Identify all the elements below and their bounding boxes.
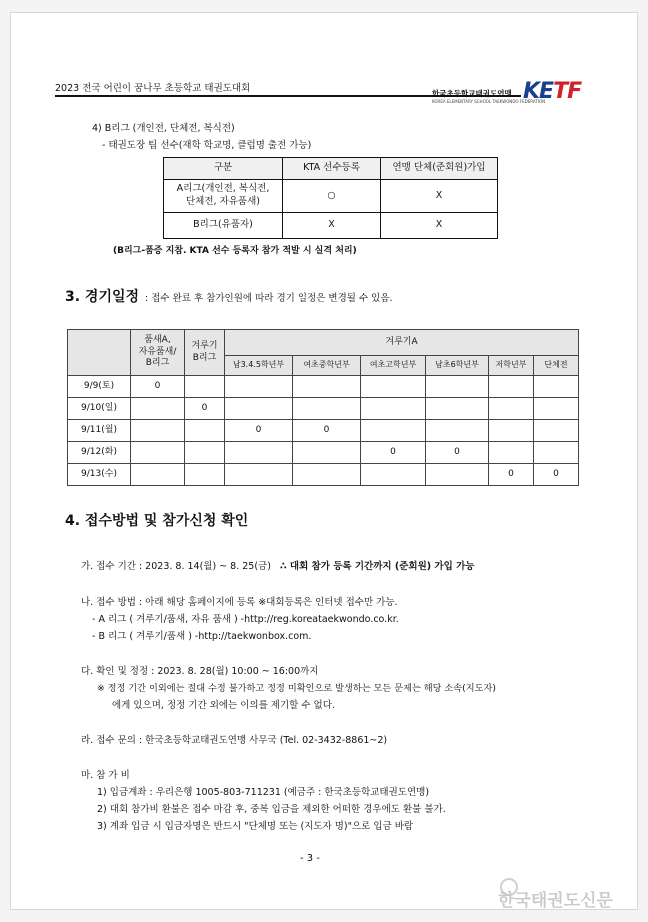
schedule-cell [361,376,426,398]
registration-method: 나. 접수 방법 : 아래 해당 홈페이지에 등록 ※대회등록은 인터넷 접수만 가능. [81,597,398,608]
table-row [68,442,579,464]
table-header: 연맹 단체(준회원)가입 [381,158,498,180]
schedule-cell [131,398,185,420]
table-cell: ○ [283,180,381,213]
schedule-cell [131,464,185,486]
schedule-cell [489,442,534,464]
header-title: 2023 전국 어린이 꿈나무 초등학교 태권도대회 [55,83,251,94]
table-cell: X [381,180,498,213]
confirm-note-2: 에게 있으며, 정정 기간 외에는 이의를 제기할 수 없다. [112,700,335,711]
schedule-heading: 3. 경기일정 [65,289,140,305]
schedule-cell [489,398,534,420]
schedule-cell: 0 [293,420,361,442]
schedule-cell [534,442,579,464]
table-subheader: 남초6학년부 [426,356,489,376]
table-cell: B리그(유품자) [164,213,283,239]
table-row [68,376,579,398]
schedule-cell [534,376,579,398]
page-number: - 3 - [300,853,320,864]
watermark: 한국태권도신문 [498,891,613,911]
schedule-cell [534,420,579,442]
schedule-cell: 0 [225,420,293,442]
schedule-cell [293,398,361,420]
schedule-subtitle: : 접수 완료 후 참가인원에 따라 경기 일정은 변경될 수 있음. [145,293,393,304]
schedule-cell [361,420,426,442]
registration-period-note: ∴ 대회 참가 등록 기간까지 (준회원) 가입 가능 [279,561,475,572]
schedule-cell [534,398,579,420]
schedule-cell [426,464,489,486]
schedule-cell [426,398,489,420]
schedule-cell [293,464,361,486]
schedule-cell [225,464,293,486]
schedule-date: 9/9(토) [68,376,131,398]
schedule-cell [293,376,361,398]
table-cell: X [283,213,381,239]
schedule-date: 9/13(수) [68,464,131,486]
schedule-cell [185,376,225,398]
table-cell: A리그(개인전, 복식전, 단체전, 자유품새) [164,180,283,213]
b-league-note: (B리그-품증 지참. KTA 선수 등록자 참가 적발 시 실격 처리) [113,246,357,256]
schedule-cell [225,398,293,420]
schedule-cell [489,420,534,442]
schedule-cell [131,442,185,464]
schedule-cell: 0 [534,464,579,486]
table-header: KTA 선수등록 [283,158,381,180]
registration-period-text: 가. 접수 기간 : 2023. 8. 14(월) ~ 8. 25(금) [81,561,271,572]
confirm-note-1: ※ 정정 기간 이외에는 절대 수정 불가하고 정정 미확인으로 발생하는 모든 문제는 해당 소속(지도자) [97,683,496,694]
b-league-line2: - 태권도장 팀 선수(재학 학교명, 클럽명 출전 가능) [102,140,312,151]
schedule-cell [361,398,426,420]
fee-item-1: 1) 입금계좌 : 우리은행 1005-803-711231 (예금주 : 한국초등학교태권도연맹) [97,787,430,798]
fee-item-2: 2) 대회 참가비 환불은 접수 마감 후, 중복 입금을 제외한 어떠한 경우에도 환불 불가. [97,804,446,815]
schedule-date: 9/12(화) [68,442,131,464]
schedule-cell: 0 [131,376,185,398]
registration-method-a: - A 리그 ( 겨루기/품새, 자유 품새 ) -http://reg.koreataekwondo.co.kr. [92,614,399,625]
header-org-english: KOREA ELEMENTARY SCHOOL TAEKWONDO FEDERATION [432,99,546,104]
schedule-date: 9/11(월) [68,420,131,442]
schedule-cell: 0 [426,442,489,464]
table-subheader: 여초고학년부 [361,356,426,376]
table-subheader: 여초중학년부 [293,356,361,376]
schedule-date: 9/10(일) [68,398,131,420]
schedule-cell: 0 [489,464,534,486]
table-row [68,464,579,486]
table-header [68,330,131,376]
table-row [68,398,579,420]
fee-item-3: 3) 계좌 입금 시 입금자명은 반드시 "단체명 또는 (지도자 명)"으로 입금 바람 [97,821,414,832]
table-row [68,420,579,442]
table-subheader: 단체전 [534,356,579,376]
table-header: 겨루기A [225,330,579,356]
table-header: 품새A, 자유품새/ B리그 [131,330,185,376]
schedule-cell: 0 [185,398,225,420]
registration-heading: 4. 접수방법 및 참가신청 확인 [65,513,249,529]
table-cell: X [381,213,498,239]
schedule-cell [185,442,225,464]
schedule-cell [426,376,489,398]
b-league-line1: 4) B리그 (개인전, 단체전, 복식전) [92,123,235,134]
fee-heading: 마. 참 가 비 [81,770,130,781]
schedule-table [67,329,579,486]
schedule-cell [489,376,534,398]
schedule-cell [426,420,489,442]
header-org-name: 한국초등학교태권도연맹 [432,89,512,98]
registration-method-b: - B 리그 ( 겨루기/품새 ) -http://taekwonbox.com. [92,631,312,642]
ketf-logo: KETF [523,79,582,104]
table-subheader: 남3.4.5학년부 [225,356,293,376]
schedule-cell [131,420,185,442]
inquiry: 라. 접수 문의 : 한국초등학교태권도연맹 사무국 (Tel. 02-3432-8861~2) [81,735,388,746]
league-registration-table [163,157,498,239]
schedule-cell [185,464,225,486]
registration-period [81,558,474,572]
table-subheader: 저학년부 [489,356,534,376]
schedule-cell [185,420,225,442]
section-heading [65,286,393,306]
confirm-period: 다. 확인 및 정정 : 2023. 8. 28(월) 10:00 ~ 16:00까지 [81,666,319,677]
schedule-cell: 0 [361,442,426,464]
schedule-cell [225,376,293,398]
table-header: 겨루기 B리그 [185,330,225,376]
schedule-cell [225,442,293,464]
schedule-cell [293,442,361,464]
schedule-cell [361,464,426,486]
table-header: 구분 [164,158,283,180]
